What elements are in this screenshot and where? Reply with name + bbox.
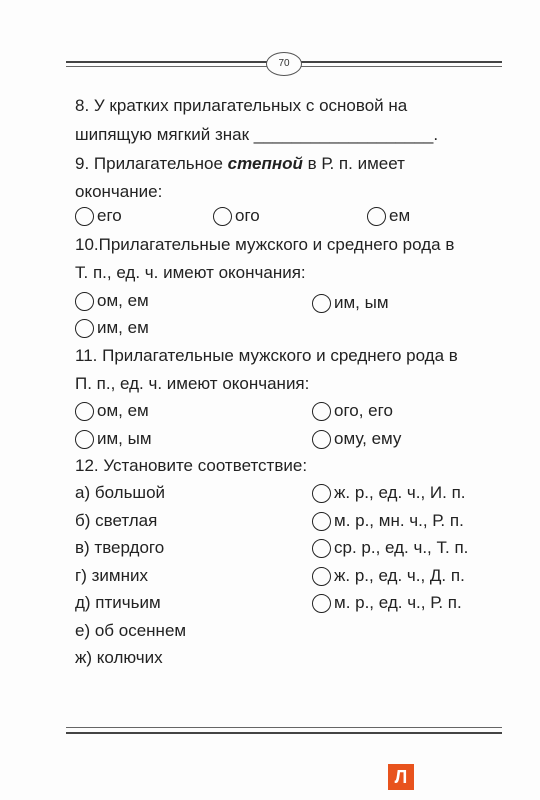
q12-right-option-5[interactable] — [312, 592, 462, 614]
q8-text-line1: 8. У кратких прилагательных с основой на — [75, 96, 408, 115]
radio-circle-icon[interactable] — [312, 594, 331, 613]
q9-text-line1 — [75, 153, 405, 175]
q12-right-option-4[interactable] — [312, 565, 465, 587]
q10-text-line1: 10.Прилагательные мужского и среднего рода в — [75, 235, 455, 254]
q10-text-line2: Т. п., ед. ч. имеют окончания: — [75, 263, 306, 282]
radio-circle-icon[interactable] — [75, 292, 94, 311]
option-label: ем — [389, 206, 411, 225]
option-label: ж. р., ед. ч., Д. п. — [334, 566, 465, 585]
q8-text-line2: шипящую мягкий знак ___________________. — [75, 125, 439, 144]
q12-right-option-2[interactable] — [312, 510, 464, 532]
radio-circle-icon[interactable] — [213, 207, 232, 226]
option-label: м. р., ед. ч., Р. п. — [334, 593, 462, 612]
q10-option-1[interactable] — [75, 290, 149, 312]
q12-right-option-3[interactable] — [312, 537, 468, 559]
q9-text-line2: окончание: — [75, 182, 163, 201]
option-label: ого — [235, 206, 260, 225]
radio-circle-icon[interactable] — [312, 294, 331, 313]
radio-circle-icon[interactable] — [75, 207, 94, 226]
radio-circle-icon[interactable] — [75, 430, 94, 449]
radio-circle-icon[interactable] — [312, 512, 331, 531]
q12-left-item-c: в) твердого — [75, 538, 165, 557]
q11-option-2[interactable] — [312, 400, 393, 422]
option-label: ср. р., ед. ч., Т. п. — [334, 538, 469, 557]
q9-option-3[interactable] — [367, 205, 410, 227]
option-label: ом, ем — [97, 291, 149, 310]
radio-circle-icon[interactable] — [312, 430, 331, 449]
q12-left-item-b: б) светлая — [75, 511, 158, 530]
radio-circle-icon[interactable] — [312, 539, 331, 558]
radio-circle-icon[interactable] — [312, 567, 331, 586]
q12-left-item-e: д) птичьим — [75, 593, 161, 612]
q9-option-2[interactable] — [213, 205, 260, 227]
q11-option-3[interactable] — [75, 428, 152, 450]
q12-left-item-f: е) об осеннем — [75, 621, 187, 640]
publisher-logo: Л — [388, 764, 414, 790]
option-label: ж. р., ед. ч., И. п. — [334, 483, 466, 502]
q12-left-item-g: ж) колючих — [75, 648, 163, 667]
q9-suffix: в Р. п. имеет — [302, 154, 405, 173]
option-label: ого, его — [334, 401, 393, 420]
q12-title: 12. Установите соответствие: — [75, 456, 308, 475]
radio-circle-icon[interactable] — [312, 484, 331, 503]
q9-prefix: 9. Прилагательное — [75, 154, 228, 173]
q11-text-line1: 11. Прилагательные мужского и среднего рода в — [75, 346, 458, 365]
option-label: им, ым — [97, 429, 152, 448]
q10-option-2[interactable] — [312, 292, 389, 314]
radio-circle-icon[interactable] — [367, 207, 386, 226]
q11-text-line2: П. п., ед. ч. имеют окончания: — [75, 374, 310, 393]
q12-left-item-d: г) зимних — [75, 566, 148, 585]
radio-circle-icon[interactable] — [312, 402, 331, 421]
q11-option-4[interactable] — [312, 428, 401, 450]
option-label: его — [97, 206, 122, 225]
radio-circle-icon[interactable] — [75, 319, 94, 338]
option-label: м. р., мн. ч., Р. п. — [334, 511, 464, 530]
option-label: ому, ему — [334, 429, 402, 448]
page-number: 70 — [266, 52, 302, 76]
q9-emphasis-word: степной — [227, 154, 303, 173]
q9-option-1[interactable] — [75, 205, 122, 227]
q12-left-item-a: а) большой — [75, 483, 166, 502]
option-label: им, ем — [97, 318, 149, 337]
footer-rule-thin — [66, 727, 502, 728]
option-label: им, ым — [334, 293, 389, 312]
q11-option-1[interactable] — [75, 400, 149, 422]
radio-circle-icon[interactable] — [75, 402, 94, 421]
option-label: ом, ем — [97, 401, 149, 420]
footer-rule — [66, 732, 502, 734]
q12-right-option-1[interactable] — [312, 482, 466, 504]
q10-option-3[interactable] — [75, 317, 149, 339]
